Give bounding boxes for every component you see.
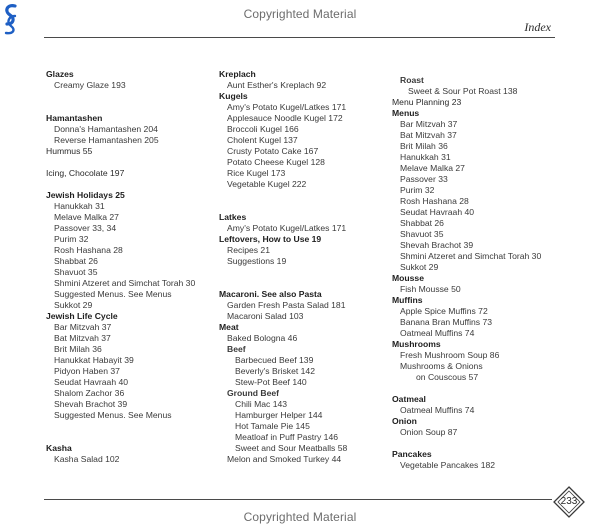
index-entry: Banana Bran Muffins 73 <box>400 317 493 327</box>
index-entry: Bat Mitzvah 37 <box>400 130 457 140</box>
index-heading: Kasha <box>46 443 72 453</box>
index-entry: Meatloaf in Puff Pastry 146 <box>235 432 339 442</box>
index-entry: Seudat Havraah 40 <box>400 207 475 217</box>
index-entry: Shabbat 26 <box>400 218 444 228</box>
index-entry: Sweet & Sour Pot Roast 138 <box>408 86 518 96</box>
spacer <box>219 190 389 201</box>
index-entry: Bat Mitzvah 37 <box>54 333 111 343</box>
index-entry: Onion Soup 87 <box>400 427 458 437</box>
index-column-2 <box>219 69 389 465</box>
index-entry: Vegetable Kugel 222 <box>227 179 307 189</box>
index-entry: Cholent Kugel 137 <box>227 135 298 145</box>
index-entry: Suggested Menus. See Menus <box>54 289 172 299</box>
index-entry: Shmini Atzeret and Simchat Torah 30 <box>54 278 196 288</box>
copyright-footer: Copyrighted Material <box>243 510 357 524</box>
index-heading: Macaroni. See also Pasta <box>219 289 322 299</box>
index-entry: Sukkot 29 <box>54 300 93 310</box>
index-heading: Hamantashen <box>46 113 103 123</box>
index-entry: Donna's Hamantashen 204 <box>54 124 158 134</box>
index-entry: Apple Spice Muffins 72 <box>400 306 488 316</box>
index-entry: Barbecued Beef 139 <box>235 355 314 365</box>
index-heading: Menus <box>392 108 420 118</box>
index-entry: Hanukkat Habayit 39 <box>54 355 134 365</box>
index-entry: Hanukkah 31 <box>400 152 451 162</box>
index-entry: Melave Malka 27 <box>54 212 119 222</box>
index-heading: Muffins <box>392 295 423 305</box>
index-entry: Kasha Salad 102 <box>54 454 120 464</box>
index-heading: Glazes <box>46 69 74 79</box>
spacer <box>46 421 216 432</box>
index-entry: Shavuot 35 <box>400 229 444 239</box>
index-entry: Menu Planning 23 <box>392 97 462 107</box>
index-heading: Ground Beef <box>227 388 280 398</box>
index-heading: Kugels <box>219 91 248 101</box>
index-entry: Recipes 21 <box>227 245 270 255</box>
index-entry: Rosh Hashana 28 <box>54 245 123 255</box>
index-entry: Broccoli Kugel 166 <box>227 124 299 134</box>
index-entry: Baked Bologna 46 <box>227 333 298 343</box>
index-heading: Jewish Life Cycle <box>46 311 118 321</box>
index-entry: Hummus 55 <box>46 146 93 156</box>
index-entry: Aunt Esther's Kreplach 92 <box>227 80 327 90</box>
index-entry: Melon and Smoked Turkey 44 <box>227 454 342 464</box>
index-entry: Brit Milah 36 <box>54 344 102 354</box>
running-head: Index <box>524 20 551 34</box>
index-entry: Mushrooms & Onions <box>400 361 483 371</box>
index-entry: Potato Cheese Kugel 128 <box>227 157 325 167</box>
index-heading: Latkes <box>219 212 247 222</box>
index-heading: Beef <box>227 344 246 354</box>
index-entry: Bar Mitzvah 37 <box>400 119 458 129</box>
index-heading: Jewish Holidays 25 <box>46 190 125 200</box>
index-entry: Shmini Atzeret and Simchat Torah 30 <box>400 251 542 261</box>
index-entry: on Couscous 57 <box>416 372 479 382</box>
index-entry: Suggestions 19 <box>227 256 287 266</box>
index-entry: Vegetable Pancakes 182 <box>400 460 496 470</box>
index-entry: Passover 33 <box>400 174 448 184</box>
index-entry: Beverly's Brisket 142 <box>235 366 315 376</box>
header-rule <box>44 37 555 38</box>
spacer <box>46 432 216 443</box>
index-entry: Melave Malka 27 <box>400 163 465 173</box>
spacer <box>219 267 389 278</box>
index-heading: Roast <box>400 75 424 85</box>
index-entry: Reverse Hamantashen 205 <box>54 135 159 145</box>
index-column-1 <box>46 69 216 465</box>
index-entry: Amy's Potato Kugel/Latkes 171 <box>227 102 347 112</box>
index-entry: Hot Tamale Pie 145 <box>235 421 310 431</box>
index-entry: Seudat Havraah 40 <box>54 377 129 387</box>
spacer <box>392 438 552 449</box>
index-entry: Creamy Glaze 193 <box>54 80 126 90</box>
index-entry: Icing, Chocolate 197 <box>46 168 125 178</box>
spacer <box>46 102 216 113</box>
index-entry: Brit Milah 36 <box>400 141 448 151</box>
spacer <box>46 91 216 102</box>
spacer <box>219 278 389 289</box>
footer-rule <box>44 499 552 500</box>
index-entry: Crusty Potato Cake 167 <box>227 146 319 156</box>
index-entry: Shevah Brachot 39 <box>400 240 474 250</box>
index-entry: Amy's Potato Kugel/Latkes 171 <box>227 223 347 233</box>
index-entry: Hamburger Helper 144 <box>235 410 323 420</box>
spacer <box>219 201 389 212</box>
index-entry: Stew-Pot Beef 140 <box>235 377 307 387</box>
index-entry: Sweet and Sour Meatballs 58 <box>235 443 348 453</box>
index-entry: Suggested Menus. See Menus <box>54 410 172 420</box>
index-heading: Leftovers, How to Use 19 <box>219 234 322 244</box>
spacer <box>392 383 552 394</box>
copyright-header: Copyrighted Material <box>243 7 357 21</box>
index-entry: Macaroni Salad 103 <box>227 311 304 321</box>
index-entry: Oatmeal Muffins 74 <box>400 405 475 415</box>
index-entry: Shevah Brachot 39 <box>54 399 128 409</box>
index-entry: Fresh Mushroom Soup 86 <box>400 350 500 360</box>
index-entry: Oatmeal Muffins 74 <box>400 328 475 338</box>
index-heading: Mousse <box>392 273 424 283</box>
page-number: 233 <box>560 496 578 507</box>
index-entry: Shalom Zachor 36 <box>54 388 125 398</box>
index-entry: Sukkot 29 <box>400 262 439 272</box>
index-entry: Pidyon Haben 37 <box>54 366 120 376</box>
index-entry: Rosh Hashana 28 <box>400 196 469 206</box>
index-entry: Fish Mousse 50 <box>400 284 461 294</box>
index-entry: Rice Kugel 173 <box>227 168 286 178</box>
index-entry: Bar Mitzvah 37 <box>54 322 112 332</box>
index-heading: Mushrooms <box>392 339 441 349</box>
index-entry: Purim 32 <box>54 234 89 244</box>
index-entry: Shavuot 35 <box>54 267 98 277</box>
index-heading: Meat <box>219 322 239 332</box>
spacer <box>46 179 216 190</box>
index-entry: Garden Fresh Pasta Salad 181 <box>227 300 346 310</box>
spacer <box>46 157 216 168</box>
index-heading: Pancakes <box>392 449 432 459</box>
index-heading: Onion <box>392 416 417 426</box>
index-entry: Hanukkah 31 <box>54 201 105 211</box>
index-entry: Purim 32 <box>400 185 435 195</box>
index-entry: Applesauce Noodle Kugel 172 <box>227 113 343 123</box>
index-heading: Oatmeal <box>392 394 426 404</box>
index-column-3 <box>392 75 552 471</box>
index-entry: Passover 33, 34 <box>54 223 117 233</box>
index-entry: Shabbat 26 <box>54 256 98 266</box>
index-entry: Chili Mac 143 <box>235 399 288 409</box>
index-heading: Kreplach <box>219 69 256 79</box>
